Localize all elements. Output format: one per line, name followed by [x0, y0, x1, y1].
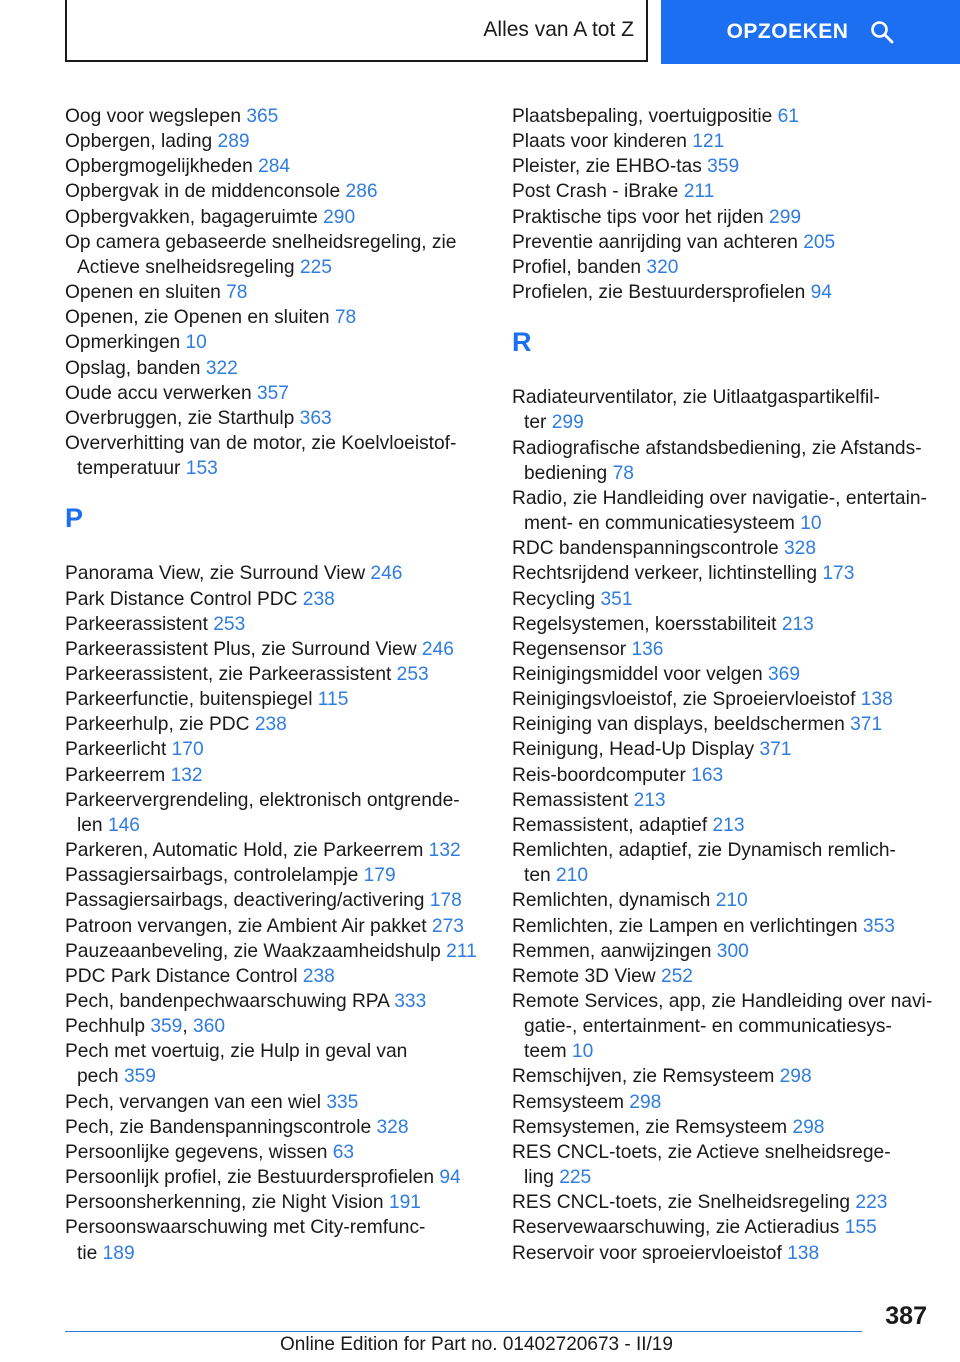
footer-edition-text: Online Edition for Part no. 01402720673 - II/19 — [280, 1334, 673, 1355]
page-link[interactable]: 78 — [334, 307, 357, 329]
page-link[interactable]: 189 — [102, 1242, 135, 1264]
section-title: Alles van A tot Z — [483, 18, 634, 41]
search-icon — [870, 20, 894, 44]
index-entry — [512, 104, 932, 129]
entry-term-continued: teem — [524, 1041, 572, 1063]
entry-term: Opbergvak in de middenconsole — [65, 181, 346, 203]
entry-term: Parkeerlicht — [65, 739, 172, 761]
page-link[interactable]: 10 — [185, 332, 207, 354]
index-entry — [65, 1090, 485, 1115]
entry-term: Radiografische afstandsbediening, zie Afstands- — [512, 437, 922, 459]
page-link[interactable]: 136 — [631, 638, 664, 660]
index-entry — [65, 561, 485, 586]
index-entry — [65, 1140, 485, 1165]
index-entry — [65, 964, 485, 989]
index-entry — [65, 179, 485, 204]
index-entry — [512, 964, 932, 989]
page-link[interactable]: 238 — [302, 588, 335, 610]
index-entry — [65, 154, 485, 179]
search-button[interactable] — [661, 0, 960, 64]
index-entry — [512, 230, 932, 255]
entry-term-continued: pech — [77, 1066, 124, 1088]
index-entry — [65, 662, 485, 687]
index-entry — [512, 1140, 932, 1190]
page-link[interactable]: 191 — [388, 1192, 421, 1214]
entry-term: Parkeerhulp, zie PDC — [65, 714, 255, 736]
index-entry — [512, 939, 932, 964]
index-entry — [512, 486, 932, 536]
index-entry — [65, 989, 485, 1014]
page-separator: , — [182, 1016, 194, 1038]
page-link[interactable]: 210 — [556, 865, 589, 887]
page-link[interactable]: 223 — [855, 1192, 888, 1214]
page-link[interactable]: 360 — [193, 1016, 226, 1038]
page-link[interactable]: 286 — [345, 181, 378, 203]
page-link[interactable]: 115 — [317, 689, 349, 711]
index-entry — [65, 587, 485, 612]
page-link[interactable]: 61 — [777, 106, 799, 127]
index-entry — [65, 1014, 485, 1039]
index-entry — [65, 838, 485, 863]
index-entry — [512, 255, 932, 280]
entry-term: Openen en sluiten — [65, 282, 227, 304]
entry-term: Profielen, zie Bestuurdersprofielen — [512, 282, 811, 304]
entry-term: RES CNCL-toets, zie Snelheidsregeling — [512, 1192, 856, 1214]
page-link[interactable]: 211 — [683, 181, 715, 203]
page-link[interactable]: 322 — [205, 357, 238, 379]
index-entry — [65, 305, 485, 330]
index-entry — [65, 1115, 485, 1140]
entry-term: Profiel, banden — [512, 256, 647, 278]
entry-term: Parkeerfunctie, buitenspiegel — [65, 689, 318, 711]
page-link[interactable]: 153 — [185, 458, 218, 480]
entry-term: Remote 3D View — [512, 965, 661, 987]
entry-term: Reservewaarschuwing, zie Actieradius — [512, 1217, 845, 1239]
entry-term: Remlichten, dynamisch — [512, 890, 716, 912]
page-link[interactable]: 333 — [394, 991, 427, 1012]
index-entry — [512, 687, 932, 712]
entry-term: Oog voor wegslepen — [65, 106, 247, 127]
index-entry — [512, 1090, 932, 1115]
page-link[interactable]: 238 — [302, 965, 335, 987]
page-link[interactable]: 289 — [217, 131, 250, 153]
entry-term: Panorama View, zie Surround View — [65, 563, 371, 585]
index-entry — [512, 637, 932, 662]
page-link[interactable]: 357 — [256, 382, 289, 404]
page-link[interactable]: 359 — [123, 1066, 156, 1088]
page-link[interactable]: 369 — [767, 663, 800, 685]
page-link[interactable]: 94 — [810, 282, 832, 304]
index-entry — [65, 788, 485, 838]
section-letter: P — [65, 503, 84, 534]
page-link[interactable]: 328 — [376, 1116, 409, 1138]
page-link[interactable]: 179 — [363, 865, 396, 887]
entry-term: Remschijven, zie Remsysteem — [512, 1066, 780, 1088]
page-link[interactable]: 213 — [781, 613, 814, 635]
entry-term: Pauzeaanbeveling, zie Waakzaamheidshulp — [65, 940, 447, 962]
index-entry — [65, 914, 485, 939]
index-entry — [65, 637, 485, 662]
index-entry — [512, 914, 932, 939]
entry-term: Parkeerassistent, zie Parkeerassistent — [65, 663, 397, 685]
entry-term-continued: Actieve snelheidsregeling — [77, 256, 300, 278]
page-link[interactable]: 359 — [707, 156, 740, 178]
index-entry — [65, 205, 485, 230]
page-link[interactable]: 173 — [822, 563, 855, 585]
page-link[interactable]: 284 — [258, 156, 291, 178]
page-link[interactable]: 132 — [428, 840, 461, 862]
page-link[interactable]: 246 — [421, 638, 454, 660]
entry-term: Parkeerassistent — [65, 613, 214, 635]
entry-term-continued: ten — [524, 865, 557, 887]
entry-term: Opbergvakken, bagageruimte — [65, 206, 324, 228]
index-entry — [512, 788, 932, 813]
entry-term: Reinigingsmiddel voor velgen — [512, 663, 768, 685]
index-entry — [65, 939, 485, 964]
entry-term: Pech, vervangen van een wiel — [65, 1091, 327, 1113]
page-link[interactable]: 253 — [213, 613, 246, 635]
page-link[interactable]: 78 — [226, 282, 248, 304]
page-link[interactable]: 210 — [715, 890, 748, 912]
entry-term: Opbergmogelijkheden — [65, 156, 259, 178]
entry-term: Opmerkingen — [65, 332, 186, 354]
entry-term: Persoonswaarschuwing met City-remfunc- — [65, 1217, 426, 1239]
page-link[interactable]: 163 — [691, 764, 724, 786]
index-entry — [65, 406, 485, 431]
index-entry — [512, 763, 932, 788]
page-link[interactable]: 335 — [326, 1091, 359, 1113]
entry-term-continued: ment- en communicatiesysteem — [524, 513, 801, 535]
entry-term: Radiateurventilator, zie Uitlaatgaspartikelfil- — [512, 387, 880, 409]
entry-term-continued: gatie-, entertainment- en communicatiesys- — [524, 1016, 892, 1038]
index-entry — [512, 712, 932, 737]
index-entry — [65, 712, 485, 737]
entry-term: Reinigung, Head-Up Display — [512, 739, 760, 761]
page-link[interactable]: 94 — [439, 1167, 461, 1189]
page-link[interactable]: 138 — [787, 1242, 820, 1264]
entry-term: Radio, zie Handleiding over navigatie-, entertain- — [512, 487, 927, 509]
page-link[interactable]: 298 — [629, 1091, 662, 1113]
entry-term-continued: ter — [524, 412, 552, 434]
page-link[interactable]: 205 — [803, 231, 836, 253]
entry-term: Remote Services, app, zie Handleiding over navi- — [512, 991, 933, 1012]
entry-term: Opslag, banden — [65, 357, 206, 379]
index-entry — [65, 612, 485, 637]
index-entry — [512, 385, 932, 435]
entry-term: Pech, zie Bandenspanningscontrole — [65, 1116, 377, 1138]
entry-term: Remlichten, zie Lampen en verlichtingen — [512, 915, 863, 937]
entry-term: Rechtsrijdend verkeer, lichtinstelling — [512, 563, 823, 585]
entry-term: Persoonlijk profiel, zie Bestuurdersprofielen — [65, 1167, 440, 1189]
entry-term: Pech met voertuig, zie Hulp in geval van — [65, 1041, 408, 1063]
index-entry — [512, 129, 932, 154]
page-link[interactable]: 246 — [370, 563, 403, 585]
entry-term: Reservoir voor sproeiervloeistof — [512, 1242, 788, 1264]
index-entry — [512, 587, 932, 612]
page-link[interactable]: 299 — [769, 206, 802, 228]
entry-term: Pech, bandenpechwaarschuwing RPA — [65, 991, 395, 1012]
entry-term: Op camera gebaseerde snelheidsregeling, zie — [65, 231, 457, 253]
entry-term: Persoonlijke gegevens, wissen — [65, 1141, 333, 1163]
section-tab — [65, 0, 648, 62]
index-entry — [65, 381, 485, 406]
entry-term-continued: tie — [77, 1242, 103, 1264]
entry-term: Regensensor — [512, 638, 632, 660]
entry-term: Regelsystemen, koersstabiliteit — [512, 613, 782, 635]
page-link[interactable]: 63 — [332, 1141, 355, 1163]
page-link[interactable]: 353 — [862, 915, 895, 937]
index-entry — [512, 1215, 932, 1240]
index-entry — [512, 280, 932, 305]
page-number: 387 — [885, 1302, 927, 1330]
index-entry — [512, 179, 932, 204]
index-entry — [512, 838, 932, 888]
index-entry — [512, 1064, 932, 1089]
index-entry — [512, 989, 932, 1064]
page-link[interactable]: 252 — [660, 965, 693, 987]
page-link[interactable]: 371 — [759, 739, 792, 761]
entry-term: Persoonsherkenning, zie Night Vision — [65, 1192, 389, 1214]
footer-edition — [280, 1334, 673, 1356]
entry-term: Plaats voor kinderen — [512, 131, 693, 153]
page-link[interactable]: 371 — [850, 714, 883, 736]
entry-term: Passagiersairbags, controlelampje — [65, 865, 364, 887]
page-link[interactable]: 225 — [299, 256, 332, 278]
index-entry — [65, 431, 485, 481]
page-link[interactable]: 298 — [779, 1066, 812, 1088]
page-link[interactable]: 320 — [646, 256, 679, 278]
index-column-right — [512, 104, 932, 1266]
entry-term: RES CNCL-toets, zie Actieve snelheidsrege- — [512, 1141, 891, 1163]
entry-term: Openen, zie Openen en sluiten — [65, 307, 335, 329]
footer-divider — [65, 1331, 862, 1332]
page-link[interactable]: 178 — [429, 890, 462, 912]
index-entry — [512, 888, 932, 913]
index-entry — [65, 888, 485, 913]
entry-term-continued: temperatuur — [77, 458, 186, 480]
entry-term: Remmen, aanwijzingen — [512, 940, 717, 962]
entry-term: Remassistent — [512, 789, 634, 811]
entry-term: Remsystemen, zie Remsysteem — [512, 1116, 793, 1138]
page-link[interactable]: 300 — [716, 940, 749, 962]
entry-term: PDC Park Distance Control — [65, 965, 303, 987]
entry-term: Patroon vervangen, zie Ambient Air pakket — [65, 915, 432, 937]
page-link[interactable]: 170 — [171, 739, 204, 761]
entry-term-continued: bediening — [524, 462, 613, 484]
page-link[interactable]: 365 — [246, 106, 279, 127]
search-label: OPZOEKEN — [726, 20, 849, 43]
section-letter: R — [512, 327, 532, 358]
index-entry — [65, 230, 485, 280]
entry-term: Overbruggen, zie Starthulp — [65, 407, 300, 429]
index-entry — [65, 737, 485, 762]
page-link[interactable]: 273 — [431, 915, 464, 937]
entry-term: Park Distance Control PDC — [65, 588, 303, 610]
entry-term: Plaatsbepaling, voertuigpositie — [512, 106, 778, 127]
index-entry — [512, 612, 932, 637]
index-entry — [512, 436, 932, 486]
page-link[interactable]: 78 — [612, 462, 634, 484]
index-entry — [65, 863, 485, 888]
entry-term: Parkeervergrendeling, elektronisch ontgrende- — [65, 789, 460, 811]
entry-term: Remsysteem — [512, 1091, 630, 1113]
page-link[interactable]: 10 — [800, 513, 822, 535]
page-link[interactable]: 155 — [844, 1217, 877, 1239]
entry-term: Opbergen, lading — [65, 131, 218, 153]
page-link[interactable]: 121 — [692, 131, 725, 153]
page-link[interactable]: 363 — [299, 407, 332, 429]
index-entry — [65, 687, 485, 712]
index-entry — [65, 1039, 485, 1089]
index-entry — [512, 561, 932, 586]
entry-term: Remassistent, adaptief — [512, 814, 713, 836]
page-link[interactable]: 299 — [551, 412, 584, 434]
index-entry — [512, 536, 932, 561]
entry-term: Parkeren, Automatic Hold, zie Parkeerrem — [65, 840, 429, 862]
entry-term: Parkeerassistent Plus, zie Surround View — [65, 638, 422, 660]
entry-term: Parkeerrem — [65, 764, 171, 786]
page-link[interactable]: 211 — [446, 940, 477, 962]
entry-term: Recycling — [512, 588, 601, 610]
entry-term-continued: len — [77, 814, 108, 836]
page-link[interactable]: 359 — [150, 1016, 183, 1038]
page-link[interactable]: 351 — [600, 588, 633, 610]
entry-term: Reis-boordcomputer — [512, 764, 692, 786]
page-link[interactable]: 146 — [107, 814, 140, 836]
entry-term: Reiniging van displays, beeldschermen — [512, 714, 851, 736]
index-entry — [65, 1165, 485, 1190]
entry-term: Passagiersairbags, deactivering/activering — [65, 890, 430, 912]
entry-term: Pechhulp — [65, 1016, 151, 1038]
page-link[interactable]: 238 — [254, 714, 287, 736]
page-link[interactable]: 290 — [323, 206, 356, 228]
index-entry — [65, 330, 485, 355]
entry-term: Oververhitting van de motor, zie Koelvloeistof- — [65, 433, 457, 455]
entry-term: Remlichten, adaptief, zie Dynamisch remlich- — [512, 840, 896, 862]
entry-term: Preventie aanrijding van achteren — [512, 231, 804, 253]
entry-term: Post Crash - iBrake — [512, 181, 684, 203]
index-entry — [65, 1190, 485, 1215]
index-entry — [512, 1190, 932, 1215]
index-column-left — [65, 104, 485, 1266]
index-entry — [512, 205, 932, 230]
page-link[interactable]: 225 — [559, 1167, 592, 1189]
index-entry — [512, 1115, 932, 1140]
index-entry — [65, 1215, 485, 1265]
entry-term: Praktische tips voor het rijden — [512, 206, 770, 228]
index-entry — [512, 813, 932, 838]
index-entry — [65, 280, 485, 305]
page-link[interactable]: 213 — [633, 789, 666, 811]
index-entry — [512, 662, 932, 687]
index-entry — [512, 154, 932, 179]
index-entry — [65, 763, 485, 788]
page-link[interactable]: 253 — [396, 663, 429, 685]
page-link[interactable]: 10 — [572, 1041, 594, 1063]
page-link[interactable]: 328 — [784, 538, 817, 560]
index-entry — [512, 737, 932, 762]
index-entry — [65, 356, 485, 381]
page-link[interactable]: 132 — [170, 764, 203, 786]
page-link[interactable]: 298 — [792, 1116, 825, 1138]
entry-term: Oude accu verwerken — [65, 382, 257, 404]
index-entry — [512, 1241, 932, 1266]
page-link[interactable]: 213 — [712, 814, 745, 836]
entry-term-continued: ling — [524, 1167, 560, 1189]
entry-term: RDC bandenspanningscontrole — [512, 538, 784, 560]
entry-term: Pleister, zie EHBO-tas — [512, 156, 708, 178]
entry-term: Reinigingsvloeistof, zie Sproeiervloeistof — [512, 689, 861, 711]
index-entry — [65, 104, 485, 129]
page-link[interactable]: 138 — [860, 689, 893, 711]
index-entry — [65, 129, 485, 154]
